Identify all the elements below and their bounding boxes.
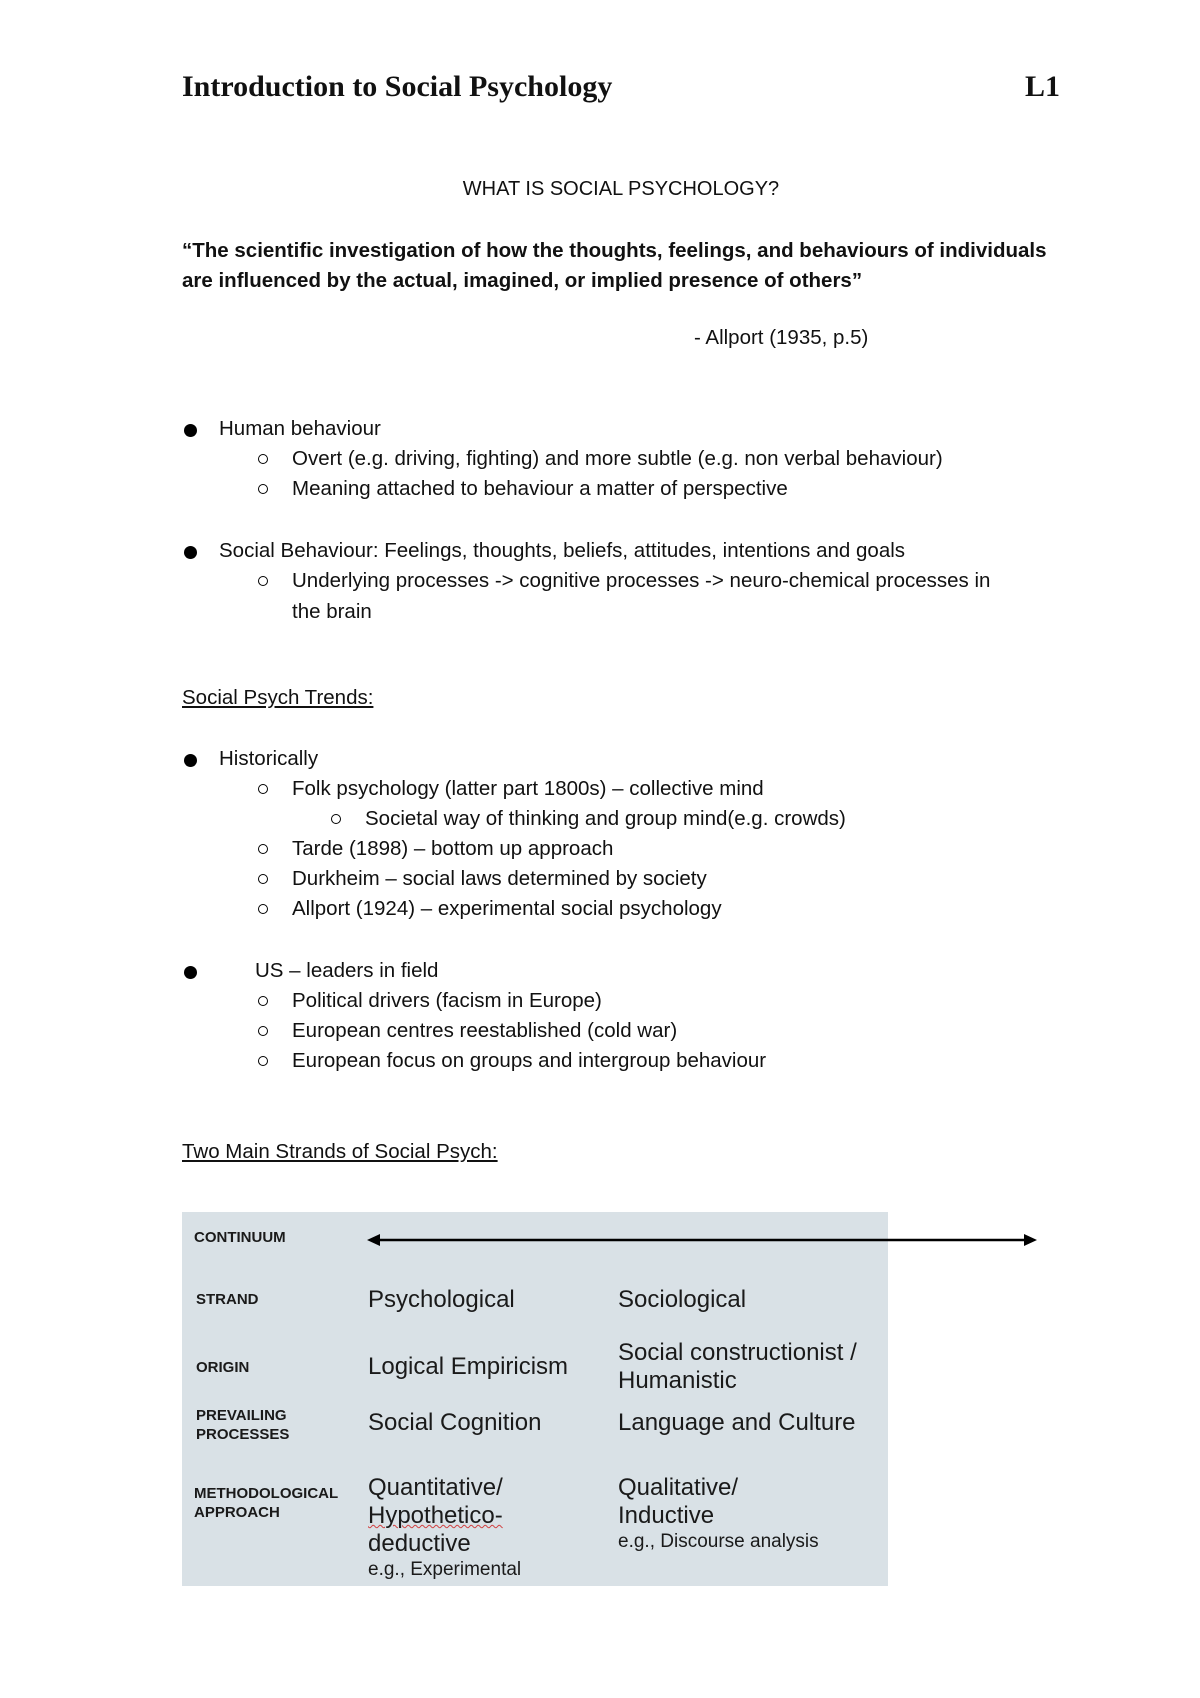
double-arrow-icon	[367, 1232, 1037, 1248]
sub-bullet-text: European centres reestablished (cold war)	[292, 1019, 678, 1042]
sub-bullet-text: Folk psychology (latter part 1800s) – collective mind	[292, 777, 764, 800]
bullet-dot-icon	[184, 754, 197, 767]
origin-left: Logical Empiricism	[368, 1353, 569, 1380]
method-left-line2: Hypothetico-	[368, 1502, 503, 1529]
hollow-bullet-icon	[258, 996, 268, 1006]
processes-label-line2: PROCESSES	[196, 1426, 290, 1443]
hollow-bullet-icon	[331, 814, 341, 824]
origin-right-line2: Humanistic	[618, 1367, 737, 1394]
bullet-dot-icon	[184, 424, 197, 437]
method-right-line1: Qualitative/	[618, 1474, 739, 1501]
method-left-note: e.g., Experimental	[368, 1559, 522, 1580]
origin-right	[618, 1339, 857, 1395]
definition-quote: “The scientific investigation of how the thoughts, feelings, and behaviours of individuals are influenced by the actual, imagined, or implied presence of others”	[182, 239, 1047, 292]
origin-label: ORIGIN	[196, 1359, 250, 1376]
bullet-text: US – leaders in field	[255, 959, 439, 982]
sub-bullet-text: European focus on groups and intergroup behaviour	[292, 1049, 767, 1072]
lecture-code: L1	[1024, 70, 1060, 103]
bullet-text: Social Behaviour: Feelings, thoughts, beliefs, attitudes, intentions and goals	[219, 539, 906, 562]
method-left-line3: deductive	[368, 1530, 471, 1557]
sub-bullet-text: Societal way of thinking and group mind(e.g. crowds)	[365, 807, 846, 830]
hollow-bullet-icon	[258, 1026, 268, 1036]
method-label	[194, 1484, 338, 1522]
sub-bullet-text: Allport (1924) – experimental social psychology	[292, 897, 722, 920]
sub-bullet-text: Overt (e.g. driving, fighting) and more subtle (e.g. non verbal behaviour)	[292, 447, 943, 470]
origin-right-line1: Social constructionist /	[618, 1339, 857, 1366]
method-left	[368, 1474, 521, 1582]
bullet-dot-icon	[184, 966, 197, 979]
sub-bullet-text: Tarde (1898) – bottom up approach	[292, 837, 614, 860]
sub-bullet-text: Durkheim – social laws determined by society	[292, 867, 707, 890]
hollow-bullet-icon	[258, 454, 268, 464]
hollow-bullet-icon	[258, 784, 268, 794]
quote-attribution: - Allport (1935, p.5)	[694, 326, 869, 349]
processes-label-line1: PREVAILING	[196, 1407, 287, 1424]
method-right-note: e.g., Discourse analysis	[618, 1531, 819, 1552]
hollow-bullet-icon	[258, 874, 268, 884]
continuum-table	[182, 1212, 888, 1586]
hollow-bullet-icon	[258, 844, 268, 854]
sub-bullet-text: Meaning attached to behaviour a matter of perspective	[292, 477, 788, 500]
trends-heading: Social Psych Trends:	[182, 686, 374, 709]
bullet-text: Human behaviour	[219, 417, 381, 440]
processes-label	[196, 1406, 289, 1444]
method-left-line1: Quantitative/	[368, 1474, 503, 1501]
sub-bullet-text: Underlying processes -> cognitive processes -> neuro-chemical processes in the brain	[292, 569, 991, 623]
strand-sociological: Sociological	[618, 1286, 747, 1313]
strand-label: STRAND	[196, 1291, 259, 1308]
method-label-line1: METHODOLOGICAL	[194, 1485, 339, 1502]
hollow-bullet-icon	[258, 904, 268, 914]
processes-left: Social Cognition	[368, 1409, 542, 1436]
method-right-line2: Inductive	[618, 1502, 715, 1529]
method-label-line2: APPROACH	[194, 1504, 280, 1521]
continuum-label: CONTINUUM	[194, 1229, 286, 1246]
hollow-bullet-icon	[258, 1056, 268, 1066]
section-title: WHAT IS SOCIAL PSYCHOLOGY?	[462, 178, 780, 200]
sub-bullet-text: Political drivers (facism in Europe)	[292, 989, 602, 1012]
document-header	[182, 70, 1060, 104]
hollow-bullet-icon	[258, 576, 268, 586]
hollow-bullet-icon	[258, 484, 268, 494]
document-title: Introduction to Social Psychology	[182, 70, 613, 103]
strands-heading: Two Main Strands of Social Psych:	[182, 1140, 498, 1163]
strand-psychological: Psychological	[368, 1286, 515, 1313]
method-right	[618, 1474, 819, 1554]
bullet-text: Historically	[219, 747, 319, 770]
bullet-dot-icon	[184, 546, 197, 559]
processes-right: Language and Culture	[618, 1409, 856, 1436]
